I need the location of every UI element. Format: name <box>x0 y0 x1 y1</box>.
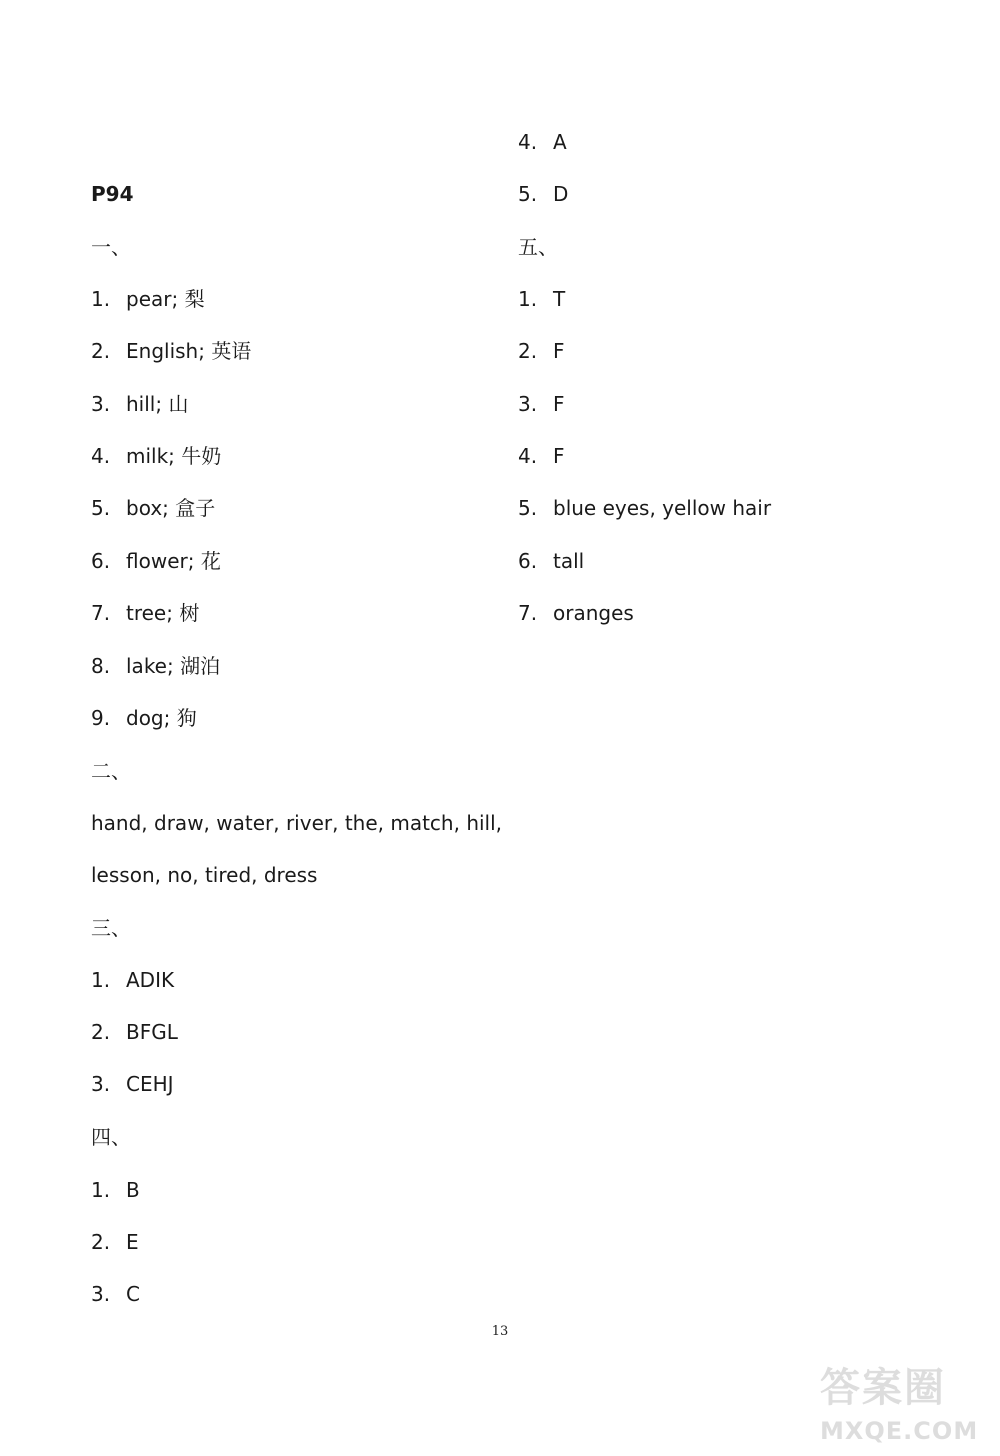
section-5-item-6 <box>518 546 584 576</box>
item-answer: dog; 狗 <box>126 706 197 730</box>
item-answer: tree; 树 <box>126 601 200 625</box>
section-4-item-4 <box>518 127 567 157</box>
item-answer: flower; 花 <box>126 549 221 573</box>
section-4-item-2 <box>91 1227 139 1257</box>
item-number: 6. <box>518 549 538 573</box>
item-answer: A <box>553 130 567 154</box>
section-3-item-1 <box>91 965 174 995</box>
section-1-item-6 <box>91 546 221 576</box>
item-answer: T <box>553 287 566 311</box>
item-number: 5. <box>518 182 538 206</box>
item-number: 1. <box>91 1178 111 1202</box>
item-number: 4. <box>91 444 111 468</box>
item-answer: box; 盒子 <box>126 496 216 520</box>
section-1-item-5 <box>91 493 215 523</box>
section-4-item-5 <box>518 179 568 209</box>
item-number: 4. <box>518 444 538 468</box>
section-2-line-1: hand, draw, water, river, the, match, hill, <box>91 811 503 835</box>
section-1-item-8 <box>91 651 220 681</box>
item-number: 2. <box>91 1020 111 1044</box>
page-label: P94 <box>91 182 134 206</box>
item-answer: D <box>553 182 569 206</box>
section-2-label: 二、 <box>91 759 131 783</box>
item-answer: English; 英语 <box>126 339 252 363</box>
section-5-item-7 <box>518 598 634 628</box>
watermark-top-text: 答案圈 <box>820 1365 946 1411</box>
item-number: 7. <box>518 601 538 625</box>
page-number: 13 <box>491 1324 509 1339</box>
item-answer: F <box>553 339 565 363</box>
item-number: 8. <box>91 654 111 678</box>
section-4-item-1 <box>91 1175 140 1205</box>
item-number: 2. <box>91 339 111 363</box>
section-5-label: 五、 <box>518 235 558 259</box>
section-4-item-3 <box>91 1279 140 1309</box>
item-number: 9. <box>91 706 111 730</box>
section-1-item-4 <box>91 441 221 471</box>
item-number: 6. <box>91 549 111 573</box>
item-number: 2. <box>518 339 538 363</box>
section-3-item-2 <box>91 1017 178 1047</box>
section-1-item-1 <box>91 284 205 314</box>
item-answer: ADIK <box>126 968 175 992</box>
item-number: 3. <box>91 1072 111 1096</box>
item-answer: F <box>553 444 565 468</box>
item-answer: B <box>126 1178 140 1202</box>
item-number: 7. <box>91 601 111 625</box>
item-number: 4. <box>518 130 538 154</box>
watermark-bottom-text: MXQE.COM <box>820 1417 979 1445</box>
section-4-label: 四、 <box>91 1125 131 1149</box>
item-number: 5. <box>91 496 111 520</box>
section-3-item-3 <box>91 1069 174 1099</box>
section-5-item-5 <box>518 493 771 523</box>
item-number: 3. <box>91 1282 111 1306</box>
item-answer: milk; 牛奶 <box>126 444 222 468</box>
item-answer: lake; 湖泊 <box>126 654 221 678</box>
item-number: 3. <box>518 392 538 416</box>
item-number: 1. <box>91 968 111 992</box>
section-5-item-4 <box>518 441 565 471</box>
section-1-item-3 <box>91 389 188 419</box>
item-answer: blue eyes, yellow hair <box>553 496 772 520</box>
section-5-item-1 <box>518 284 565 314</box>
section-1-item-7 <box>91 598 199 628</box>
section-1-item-9 <box>91 703 197 733</box>
item-answer: tall <box>553 549 585 573</box>
item-answer: BFGL <box>126 1020 178 1044</box>
item-number: 5. <box>518 496 538 520</box>
item-number: 1. <box>91 287 111 311</box>
item-answer: hill; 山 <box>126 392 189 416</box>
section-5-item-3 <box>518 389 565 419</box>
item-number: 1. <box>518 287 538 311</box>
section-1-label: 一、 <box>91 235 131 259</box>
item-answer: CEHJ <box>126 1072 174 1096</box>
watermark-logo <box>820 1362 992 1448</box>
section-1-item-2 <box>91 336 251 366</box>
item-answer: F <box>553 392 565 416</box>
item-answer: pear; 梨 <box>126 287 205 311</box>
section-3-label: 三、 <box>91 916 131 940</box>
item-number: 2. <box>91 1230 111 1254</box>
item-number: 3. <box>91 392 111 416</box>
item-answer: E <box>126 1230 139 1254</box>
item-answer: oranges <box>553 601 634 625</box>
section-2-line-2: lesson, no, tired, dress <box>91 863 318 887</box>
item-answer: C <box>126 1282 140 1306</box>
section-5-item-2 <box>518 336 565 366</box>
